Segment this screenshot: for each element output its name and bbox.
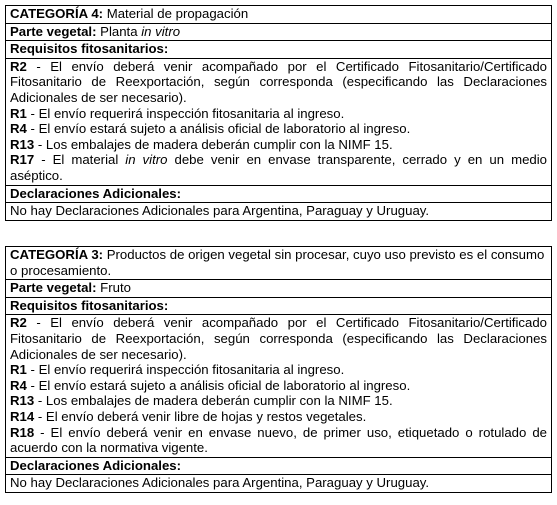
requirement-item-r17 bbox=[10, 152, 547, 183]
category-row bbox=[6, 6, 551, 24]
declarations-text: No hay Declaraciones Adicionales para Argentina, Paraguay y Uruguay. bbox=[10, 203, 430, 219]
requirement-code: R1 bbox=[10, 105, 27, 121]
declarations-heading: Declaraciones Adicionales: bbox=[6, 458, 551, 476]
requirement-text: - El envío requerirá inspección fitosanitaria al ingreso. bbox=[26, 105, 345, 121]
requirement-text: - El envío deberá venir libre de hojas y restos vegetales. bbox=[34, 408, 367, 424]
category-4-table bbox=[5, 5, 552, 221]
requirement-text: - El envío deberá venir acompañado por el Certificado Fitosanitario/Certificado Fitosanitario de Reexportación, según corresponda (especificando las Declaraciones Adicionales de ser necesario). bbox=[10, 58, 547, 105]
plant-part-text: Fruto bbox=[96, 280, 131, 296]
requirement-code: R4 bbox=[10, 377, 27, 393]
requirement-text: - El envío estará sujeto a análisis oficial de laboratorio al ingreso. bbox=[26, 377, 411, 393]
requirement-item-r1 bbox=[10, 362, 547, 378]
requirements-list bbox=[6, 59, 551, 186]
plant-part-text: Planta bbox=[96, 23, 142, 39]
requirement-code: R2 bbox=[10, 315, 27, 331]
requirement-code: R2 bbox=[10, 58, 27, 74]
requirement-text: debe venir en envase transparente, cerrado y en un medio aséptico. bbox=[10, 152, 547, 183]
declarations-heading: Declaraciones Adicionales: bbox=[6, 186, 551, 204]
plant-part-row bbox=[6, 280, 551, 298]
category-row bbox=[6, 247, 551, 280]
plant-part-label: Parte vegetal: bbox=[10, 23, 97, 39]
requirement-item-r13 bbox=[10, 137, 547, 153]
requirement-text: - El envío requerirá inspección fitosanitaria al ingreso. bbox=[26, 362, 345, 378]
category-text: Productos de origen vegetal sin procesar, cuyo uso previsto es el consumo o procesamiento. bbox=[10, 247, 545, 278]
requirement-item-r4 bbox=[10, 121, 547, 137]
requirements-heading: Requisitos fitosanitarios: bbox=[6, 298, 551, 316]
requirement-item-r2 bbox=[10, 59, 547, 106]
requirement-text: - Los embalajes de madera deberán cumplir con la NIMF 15. bbox=[34, 136, 393, 152]
requirement-item-r14 bbox=[10, 409, 547, 425]
requirement-text: - Los embalajes de madera deberán cumplir con la NIMF 15. bbox=[34, 393, 393, 409]
category-label: CATEGORÍA 3: bbox=[10, 247, 104, 262]
plant-part-italic: in vitro bbox=[141, 23, 181, 39]
requirement-code: R18 bbox=[10, 424, 35, 440]
category-label: CATEGORÍA 4: bbox=[10, 6, 104, 21]
requirement-code: R4 bbox=[10, 121, 27, 137]
requirement-text: - El envío deberá venir acompañado por el Certificado Fitosanitario/Certificado Fitosanitario de Reexportación, según corresponda (especificando las Declaraciones Adicionales de ser necesario). bbox=[10, 315, 547, 362]
requirements-list bbox=[6, 315, 551, 457]
requirement-item-r18 bbox=[10, 425, 547, 456]
requirement-text: - El envío deberá venir en envase nuevo, de primer uso, etiquetado o rotulado de acuerdo con la normativa vigente. bbox=[10, 424, 547, 456]
requirements-heading: Requisitos fitosanitarios: bbox=[6, 41, 551, 59]
category-3-table bbox=[5, 246, 552, 493]
requirement-code: R14 bbox=[10, 408, 35, 424]
requirement-code: R13 bbox=[10, 136, 35, 152]
requirement-code: R13 bbox=[10, 393, 35, 409]
requirement-code: R17 bbox=[10, 152, 35, 168]
plant-part-row bbox=[6, 24, 551, 42]
requirement-item-r13 bbox=[10, 393, 547, 409]
declarations-text: No hay Declaraciones Adicionales para Argentina, Paraguay y Uruguay. bbox=[10, 475, 430, 491]
requirement-item-r1 bbox=[10, 106, 547, 122]
requirement-text-italic: in vitro bbox=[125, 152, 168, 168]
requirement-item-r2 bbox=[10, 315, 547, 362]
category-text: Material de propagación bbox=[103, 6, 249, 21]
requirement-code: R1 bbox=[10, 362, 27, 378]
requirement-item-r4 bbox=[10, 378, 547, 394]
plant-part-label: Parte vegetal: bbox=[10, 280, 97, 296]
requirement-text: - El material bbox=[34, 152, 126, 168]
requirement-text: - El envío estará sujeto a análisis oficial de laboratorio al ingreso. bbox=[26, 121, 411, 137]
